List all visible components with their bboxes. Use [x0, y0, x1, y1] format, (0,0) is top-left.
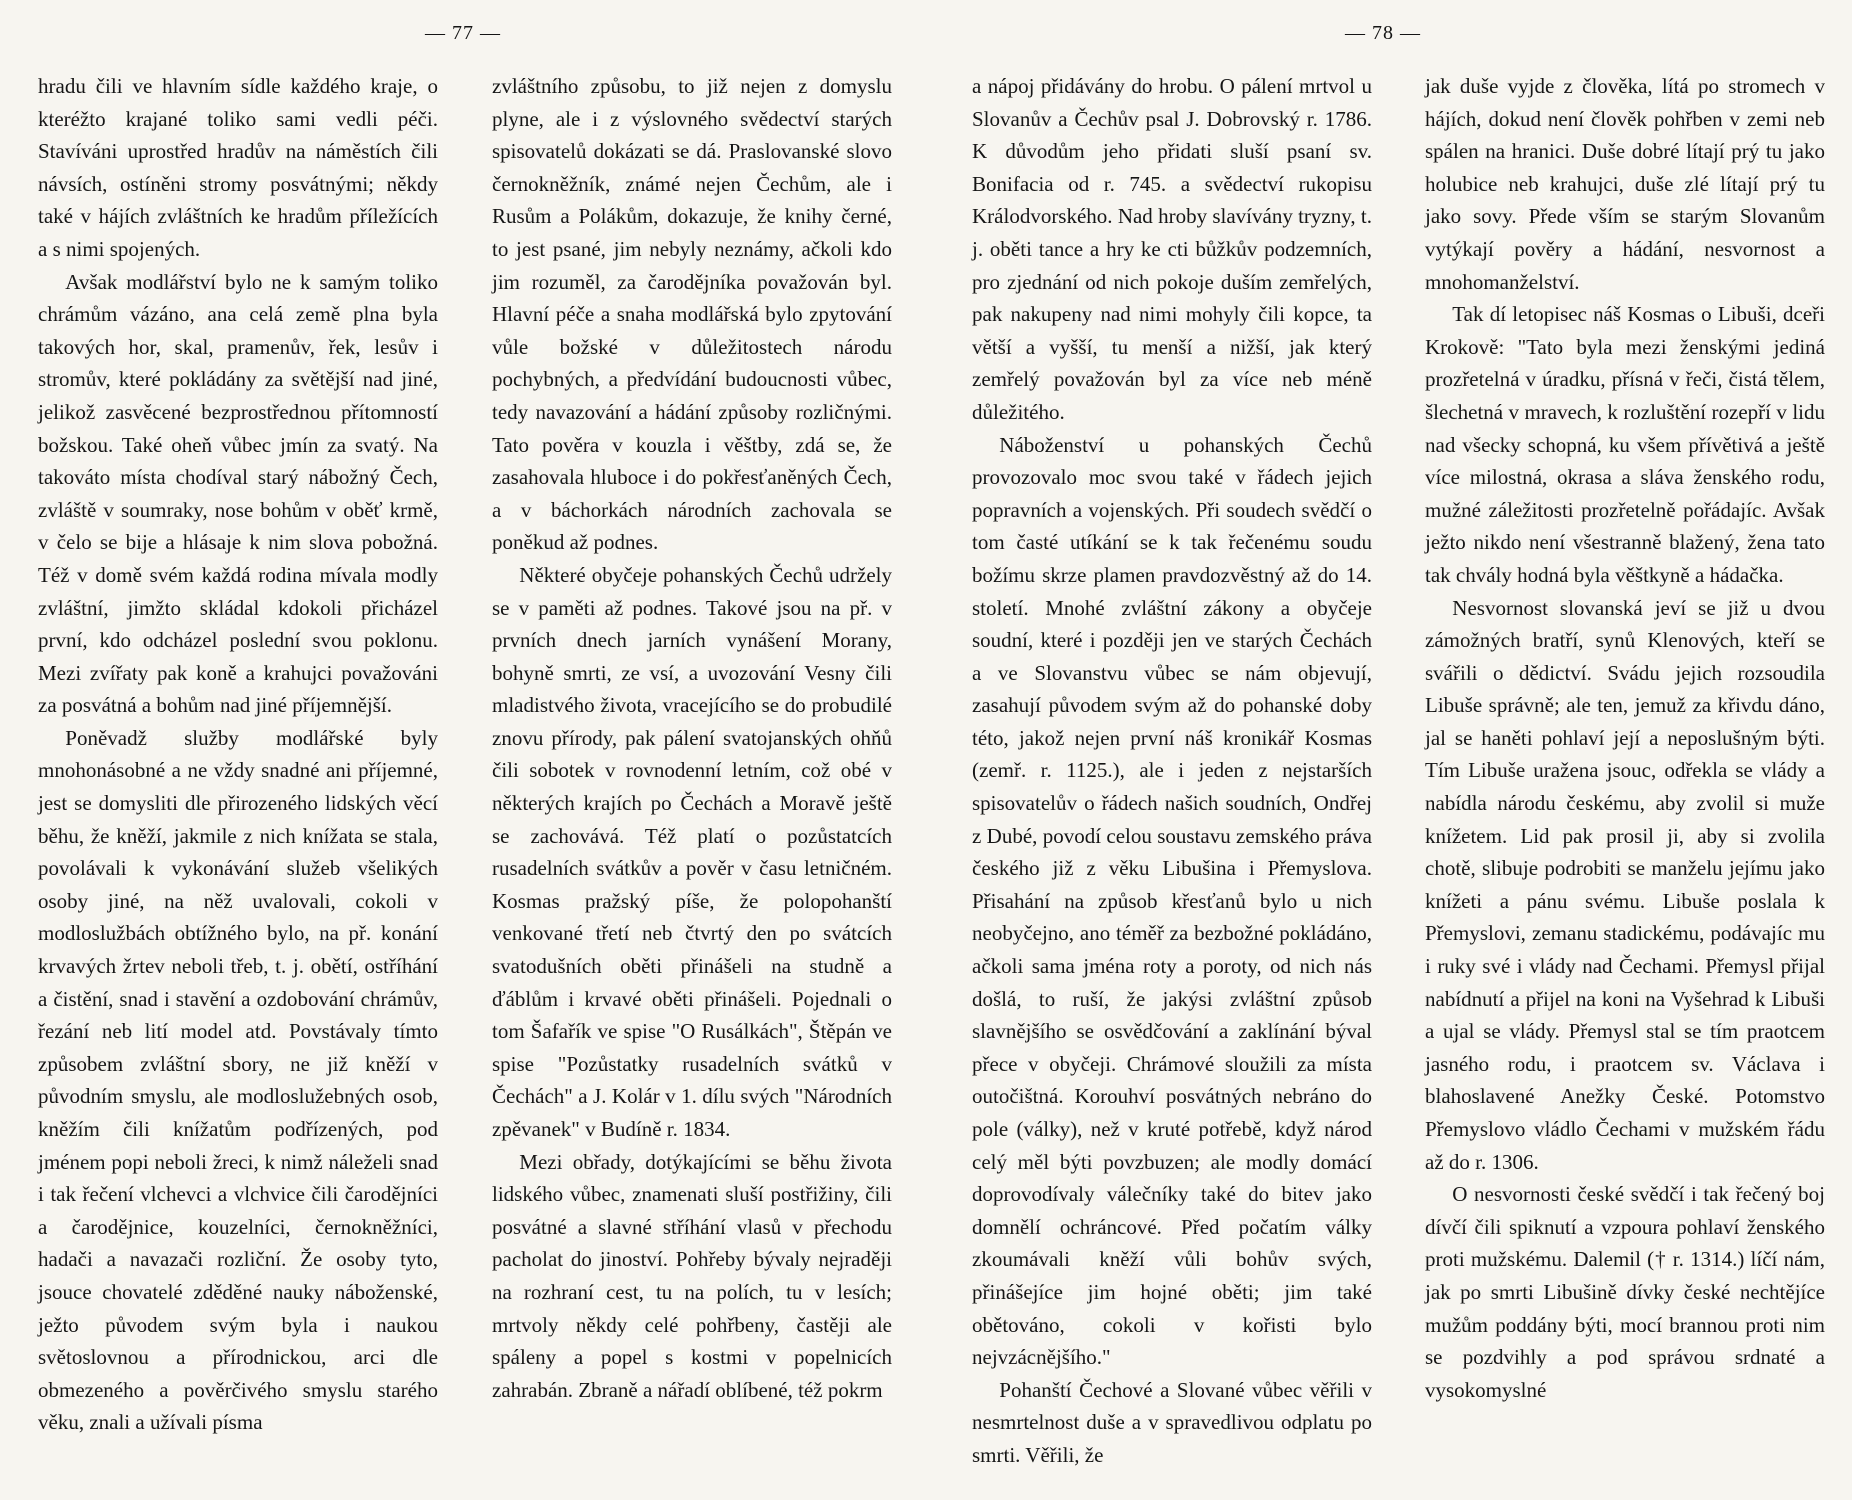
paragraph: Mezi obřady, dotýkajícími se běhu života lidského vůbec, znamenati sluší postřižiny, čili posvátné a slavné stříhání vlasů v přechodu pacholat do jinoství. Pohřeby bývaly nejraději na rozhraní cest, tu na polích, tu v lesích; mrtvoly někdy celé pohřbeny, častěji ale spáleny a popel s kostmi v popelnicích zahrabán. Zbraně a nářadí oblíbené, též pokrm	[492, 1149, 892, 1402]
paragraph: Nesvornost slovanská jeví se již u dvou zámožných bratří, synů Klenových, kteří se svářili o dědictví. Svádu jejich rozsoudila Libuše správně; ale ten, jemuž za křivdu dáno, jal se haněti pohlaví její a neposlušným býti. Tím Libuše uražena jsouc, odřekla se vlády a nabídla národu českému, aby zvolil si muže knížetem. Lid pak prosil ji, aby si zvolila chotě, slibuje podrobiti se manželu jejímu jako knížeti a pánu svému. Libuše poslala k Přemyslovi, zemanu stadickému, podávajíc mu i ruky své i vlády nad Čechami. Přemysl přijal nabídnutí a přijel na koni na Vyšehrad k Libuši a ujal se vlády. Přemysl stal se tím praotcem jasného rodu, i praotcem sv. Václava i blahoslavené Anežky České. Potomstvo Přemyslovo vládlo Čechami v mužském řádu až do r. 1306.	[1425, 595, 1825, 1174]
paragraph: hradu čili ve hlavním sídle každého kraje, o kteréžto krajané toliko sami vedli péči. Stavíváni uprostřed hradův na náměstích čili návsích, ostíněni stromy posvátnými; někdy také v hájích zvláštních ke hradům příležících a s nimi spojených.	[38, 74, 438, 261]
paragraph: O nesvornosti české svědčí i tak řečený boj dívčí čili spiknutí a vzpoura pohlaví ženského proti mužskému. Dalemil († r. 1314.) líčí nám, jak po smrti Libušině dívky české nechtějíce mužům poddány býti, mocí brannou proti nim se pozdvihly a pod správou srdnaté a vysokomyslné	[1425, 1182, 1825, 1402]
text-column-4	[1425, 70, 1825, 1406]
paragraph: zvláštního způsobu, to již nejen z domyslu plyne, ale i z výslovného svědectví starých spisovatelů dokázati se dá. Praslovanské slovo černokněžník, známé nejen Čechům, ale i Rusům a Polákům, dokazuje, že knihy černé, to jest psané, jim nebyly neznámy, ačkoli kdo jim rozuměl, za čarodějníka považován byl. Hlavní péče a snaha modlářská bylo zpytování vůle božské v důležitostech národu pochybných, a předvídání budoucnosti vůbec, tedy navazování a hádání způsoby rozličnými. Tato pověra v kouzla i věštby, zdá se, že zasahovala hluboce i do pokřesťaněných Čech, a v báchorkách národních zachovala se poněkud až podnes.	[492, 74, 892, 555]
paragraph: jak duše vyjde z člověka, lítá po stromech v hájích, dokud není člověk pohřben v zemi neb spálen na hranici. Duše dobré lítají prý tu jako holubice neb krahujci, duše zlé lítají prý tu jako sovy. Přede vším se starým Slovanům vytýkají pověry a hádání, nesvornost a mnohomanželství.	[1425, 74, 1825, 294]
paragraph: Náboženství u pohanských Čechů provozovalo moc svou také v řádech jejich popravních a vojenských. Při soudech svědčí o tom časté utíkání se k tak řečenému soudu božímu skrze plamen pravdozvěstný až do 14. století. Mnohé zvláštní zákony a obyčeje soudní, které i později jen ve starých Čechách a ve Slovanstvu vůbec se nám objevují, zasahují původem svým až do pohanské doby této, jakož nejen první náš kronikář Kosmas (zemř. r. 1125.), ale i jeden z nejstarších spisovatelův o řádech našich soudních, Ondřej z Dubé, povodí celou soustavu zemského práva českého již z věku Libušina i Přemyslova. Přisahání na způsob křesťanů bylo u nich neobyčejno, ano téměř za bezbožné pokládáno, ačkoli sama jména roty a poroty, od nich nás došlá, to ruší, že jakýsi zvláštní způsob slavnějšího se osvědčování a zaklínání býval přece v obyčeji. Chrámové sloužili za místa outočištná. Korouhví posvátných nebráno do pole (války), než v kruté potřebě, když národ celý měl býti povzbuzen; ale modly domácí doprovodívaly válečníky také do bitev jako domnělí ochráncové. Před počatím války zkoumávali kněží vůli bohův svých, přinášejíce jim hojné oběti; jim také obětováno, cokoli v kořisti bylo nejvzácnějšího."	[972, 432, 1372, 1370]
text-column-1	[38, 70, 438, 1439]
paragraph: Pohanští Čechové a Slované vůbec věřili v nesmrtelnost duše a v spravedlivou odplatu po smrti. Věřili, že	[972, 1377, 1372, 1467]
paragraph: Některé obyčeje pohanských Čechů udržely se v paměti až podnes. Takové jsou na př. v prvních dnech jarních vynášení Morany, bohyně smrti, ze vsí, a uvozování Vesny čili mladistvého života, vracejícího se do probudilé znovu přírody, pak pálení svatojanských ohňů čili sobotek v rovnodenní letním, což obé v některých krajích po Čechách a Moravě ještě se zachovává. Též platí o pozůstatcích rusadelních svátkův a pověr v času letničném. Kosmas pražský píše, že polopohanští venkované třetí neb čtvrtý den po svátcích svatodušních oběti přinášeli na studně a ďáblům i krvavé oběti přinášeli. Pojednali o tom Šafařík ve spise "O Rusálkách", Štěpán ve spise "Pozůstatky rusadelních svátků v Čechách" a J. Kolár v 1. dílu svých "Národních zpěvanek" v Budíně r. 1834.	[492, 562, 892, 1141]
page-number-right: — 78 —	[1345, 22, 1421, 44]
text-column-2	[492, 70, 892, 1406]
paragraph: Poněvadž služby modlářské byly mnohonásobné a ne vždy snadné ani příjemné, jest se domysliti dle přirozeného lidských věcí běhu, že kněží, jakmile z nich knížata se stala, povolávali k vykonávání služeb všelikých osoby jiné, na něž uvalovali, cokoli v modloslužbách obtížného bylo, na př. konání krvavých žrtev neboli třeb, t. j. obětí, ostříhání a čistění, snad i stavění a ozdobování chrámův, řezání neb lití model atd. Povstávaly tímto způsobem zvláštní sbory, ne již kněží v původním smyslu, ale modloslužebných osob, kněžím čili knížatům podřízených, pod jménem popi neboli žreci, k nimž náleželi snad i tak řečení vlchevci a vlchvice čili čarodějníci a čarodějnice, kouzelníci, černokněžníci, hadači a navazači rozliční. Že osoby tyto, jsouce chovatelé zděděné nauky náboženské, ježto původem svým byla i naukou světoslovnou a přírodnickou, arci dle obmezeného a pověrčivého smyslu starého věku, znali a užívali písma	[38, 725, 438, 1435]
paragraph: a nápoj přidávány do hrobu. O pálení mrtvol u Slovanův a Čechův psal J. Dobrovský r. 1786. K důvodům jeho přidati sluší psaní sv. Bonifacia od r. 745. a svědectví rukopisu Králodvorského. Nad hroby slavívány tryzny, t. j. oběti tance a hry ke cti bůžkův podzemních, pro zjednání od nich pokoje duším zemřelých, pak nakupeny nad nimi mohyly čili kopce, ta větší a vyšší, tu menší a nižší, jak který zemřelý považován byl za více neb méně důležitého.	[972, 74, 1372, 424]
paragraph: Avšak modlářství bylo ne k samým toliko chrámům vázáno, ana celá země plna byla takových hor, skal, pramenův, řek, lesův i stromův, které pokládány za světější nad jiné, jelikož zasvěcené bezprostřednou přítomností božskou. Také oheň vůbec jmín za svatý. Na takováto místa chodíval starý nábožný Čech, zvláště v soumraky, nose bohům v oběť krmě, v čelo se bije a hlásaje k nim slova pobožná. Též v domě svém každá rodina mívala modly zvláštní, jimžto skládal kdokoli přicházel první, kdo odcházel poslední svou poklonu. Mezi zvířaty pak koně a krahujci považováni za posvátná a bohům nad jiné příjemnější.	[38, 269, 438, 718]
paragraph: Tak dí letopisec náš Kosmas o Libuši, dceři Krokově: "Tato byla mezi ženskými jediná prozřetelná v úradku, přísná v řeči, čistá tělem, šlechetná v mravech, k rozluštění rozepří v lidu nad všecky schopná, ku všem přívětivá a ještě více milostná, okrasa a sláva ženského rodu, mužné záležitosti prozřetelně pořádajíc. Avšak ježto nikdo není všestranně blažený, žena tato tak chvály hodná byla věštkyně a hádačka.	[1425, 302, 1825, 587]
page-number-left: — 77 —	[425, 22, 501, 44]
text-column-3	[972, 70, 1372, 1472]
